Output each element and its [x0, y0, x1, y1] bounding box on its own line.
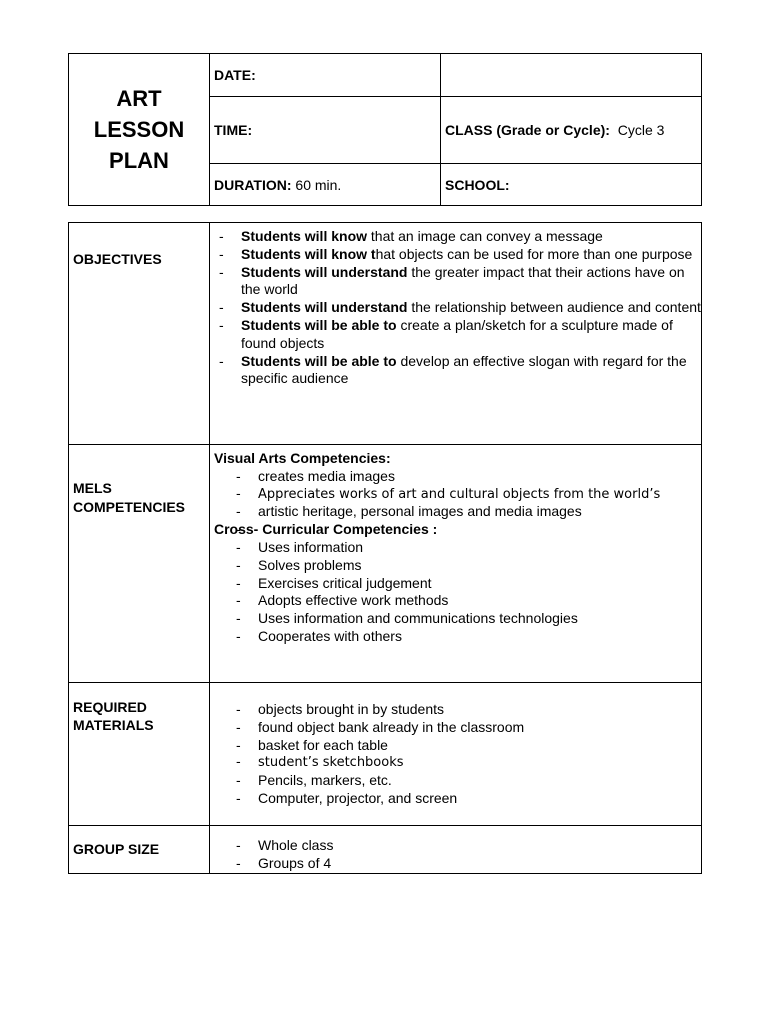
group-size-label: GROUP SIZE	[69, 826, 210, 874]
mels-label: MELS COMPETENCIES	[69, 445, 210, 683]
list-item: - Uses information	[210, 539, 701, 557]
list-item: - Uses information and communications technologies	[210, 610, 701, 628]
title-line: ART	[116, 86, 162, 111]
duration-cell	[210, 164, 441, 206]
class-value: Cycle 3	[617, 122, 665, 138]
header-table	[68, 53, 702, 206]
list-item: - Students will understand the relationship between audience and content	[210, 299, 701, 317]
date-value	[441, 54, 702, 97]
list-item: - Students will be able to develop an effective slogan with regard for the specific audience	[210, 353, 701, 389]
list-item-continued: - artistic heritage, personal images and media images	[210, 503, 701, 521]
objectives-label: OBJECTIVES	[69, 223, 210, 445]
list-item: - Adopts effective work methods	[210, 592, 701, 610]
list-item: - found object bank already in the classroom	[210, 719, 701, 737]
list-item: - Exercises critical judgement	[210, 575, 701, 593]
class-cell	[441, 97, 702, 164]
cross-curricular-list	[210, 539, 701, 646]
list-item: - Computer, projector, and screen	[210, 790, 701, 808]
list-item: - student’s sketchbooks	[210, 754, 701, 772]
visual-arts-heading: Visual Arts Competencies:	[214, 450, 391, 466]
sections-table	[68, 222, 702, 874]
title-line: LESSON	[93, 117, 185, 142]
objectives-list	[210, 228, 701, 388]
class-label: CLASS (Grade or Cycle):	[445, 122, 610, 138]
duration-label: DURATION:	[214, 176, 292, 193]
lesson-plan-title	[69, 54, 210, 206]
cross-curricular-heading: Cross- Curricular Competencies :	[214, 521, 438, 538]
objectives-content	[210, 223, 702, 445]
list-item: - Appreciates works of art and cultural objects from the world’s	[210, 486, 701, 504]
list-item: - Pencils, markers, etc.	[210, 772, 701, 790]
materials-label: REQUIRED MATERIALS	[69, 683, 210, 826]
time-label: TIME:	[210, 97, 441, 164]
date-label: DATE:	[210, 54, 441, 97]
list-item: - creates media images	[210, 468, 701, 486]
mels-content	[210, 445, 702, 683]
materials-content	[210, 683, 702, 826]
list-item: - Whole class	[210, 837, 701, 855]
list-item: - basket for each table	[210, 737, 701, 755]
list-item: - Solves problems	[210, 557, 701, 575]
list-item: - Students will know that an image can convey a message	[210, 228, 701, 246]
list-item: - Groups of 4	[210, 855, 701, 873]
school-label: SCHOOL:	[441, 164, 702, 206]
materials-list	[210, 701, 701, 808]
group-size-content	[210, 826, 702, 874]
group-size-list	[210, 837, 701, 873]
list-item: - Students will be able to create a plan/sketch for a sculpture made of found objects	[210, 317, 701, 353]
list-item: - Students will know that objects can be used for more than one purpose	[210, 246, 701, 264]
visual-arts-list	[210, 468, 701, 521]
list-item: - Cooperates with others	[210, 628, 701, 646]
title-line: PLAN	[109, 148, 169, 173]
duration-value: 60 min.	[295, 176, 342, 193]
list-item: - Students will understand the greater impact that their actions have on the world	[210, 264, 701, 300]
list-item: - objects brought in by students	[210, 701, 701, 719]
